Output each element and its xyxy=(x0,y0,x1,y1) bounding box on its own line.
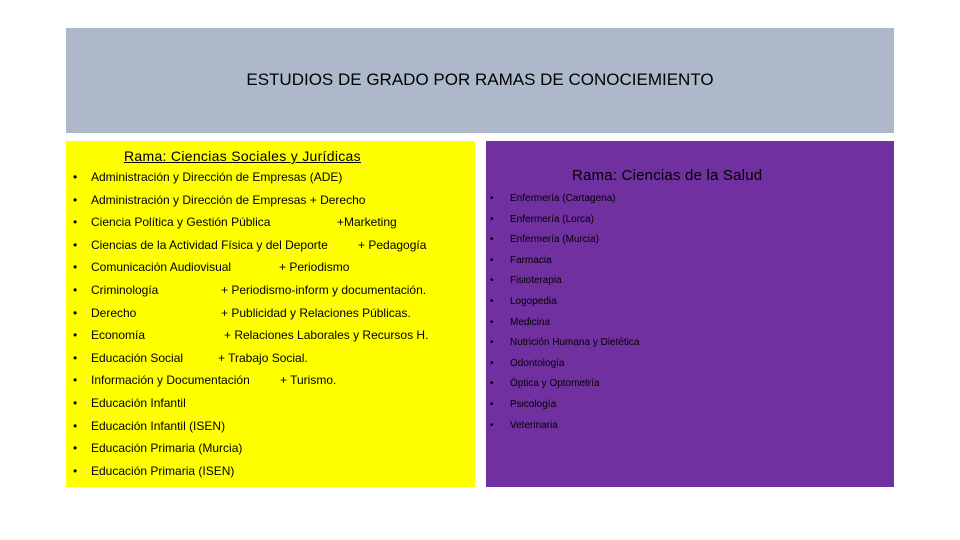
degree-name: Ciencias de la Actividad Física y del Deporte xyxy=(91,237,328,252)
degree-name: Comunicación Audiovisual xyxy=(91,260,232,275)
combined-degree: + Trabajo Social. xyxy=(218,350,308,365)
degree-name: Educación Primaria (Murcia) xyxy=(91,441,243,456)
degree-name: Nutrición Humana y Dietética xyxy=(510,337,640,349)
health-sciences-heading: Rama: Ciencias de la Salud xyxy=(572,167,763,184)
bullet-icon: • xyxy=(73,463,78,478)
page-title: ESTUDIOS DE GRADO POR RAMAS DE CONOCIEMIENTO xyxy=(246,70,714,89)
bullet-icon: • xyxy=(490,419,494,431)
combined-degree: + Relaciones Laborales y Recursos H. xyxy=(224,328,429,343)
bullet-icon: • xyxy=(73,215,78,230)
bullet-icon: • xyxy=(73,283,78,297)
degree-name: Criminología xyxy=(91,283,159,297)
degree-name: Administración y Dirección de Empresas (ADE) xyxy=(91,170,343,184)
degree-name: Enfermería (Lorca) xyxy=(510,213,594,225)
bullet-icon: • xyxy=(490,316,494,328)
bullet-icon: • xyxy=(73,192,78,207)
degree-name: Fisioterapia xyxy=(510,275,562,287)
bullet-icon: • xyxy=(73,418,78,433)
bullet-icon: • xyxy=(490,193,494,204)
bullet-icon: • xyxy=(490,378,494,390)
bullet-icon: • xyxy=(490,254,494,266)
bullet-icon: • xyxy=(490,213,494,225)
degree-name: Educación Primaria (ISEN) xyxy=(91,463,235,478)
degree-name: Derecho xyxy=(91,305,137,320)
degree-name: Educación Infantil (ISEN) xyxy=(91,418,226,433)
degree-name: Información y Documentación xyxy=(91,373,250,388)
bullet-icon: • xyxy=(73,396,78,410)
degree-name: Medicina xyxy=(510,316,551,328)
degree-name: Ciencia Política y Gestión Pública xyxy=(91,215,271,230)
degree-name: Administración y Dirección de Empresas + Derecho xyxy=(91,192,366,207)
title-band xyxy=(66,28,894,133)
bullet-icon: • xyxy=(73,170,78,184)
combined-degree: +Marketing xyxy=(337,215,397,230)
bullet-icon: • xyxy=(73,373,78,388)
bullet-icon: • xyxy=(490,275,494,287)
bullet-icon: • xyxy=(73,350,78,365)
combined-degree: + Periodismo-inform y documentación. xyxy=(221,283,427,297)
degree-name: Enfermería (Cartagena) xyxy=(510,193,616,204)
combined-degree: + Turismo. xyxy=(280,373,337,388)
degree-name: Enfermería (Murcia) xyxy=(510,234,599,246)
social-sciences-heading: Rama: Ciencias Sociales y Jurídicas xyxy=(124,148,361,164)
combined-degree: + Periodismo xyxy=(279,260,350,275)
degree-name: Educación Social xyxy=(91,350,184,365)
bullet-icon: • xyxy=(490,337,494,349)
bullet-icon: • xyxy=(73,260,78,275)
bullet-icon: • xyxy=(490,296,494,307)
bullet-icon: • xyxy=(490,357,494,369)
degree-name: Veterinaria xyxy=(510,419,558,431)
degree-name: Óptica y Optometría xyxy=(510,378,600,390)
bullet-icon: • xyxy=(73,237,78,252)
bullet-icon: • xyxy=(73,328,78,343)
degree-name: Economía xyxy=(91,328,146,343)
degree-name: Psicología xyxy=(510,399,557,410)
bullet-icon: • xyxy=(73,441,78,456)
degree-name: Farmacia xyxy=(510,254,552,266)
degree-name: Odontología xyxy=(510,357,565,369)
degree-name: Educación Infantil xyxy=(91,396,186,410)
combined-degree: + Publicidad y Relaciones Públicas. xyxy=(221,305,411,320)
bullet-icon: • xyxy=(490,234,494,246)
bullet-icon: • xyxy=(73,305,78,320)
combined-degree: + Pedagogía xyxy=(358,237,427,252)
bullet-icon: • xyxy=(490,399,494,410)
degree-name: Logopedia xyxy=(510,296,557,307)
